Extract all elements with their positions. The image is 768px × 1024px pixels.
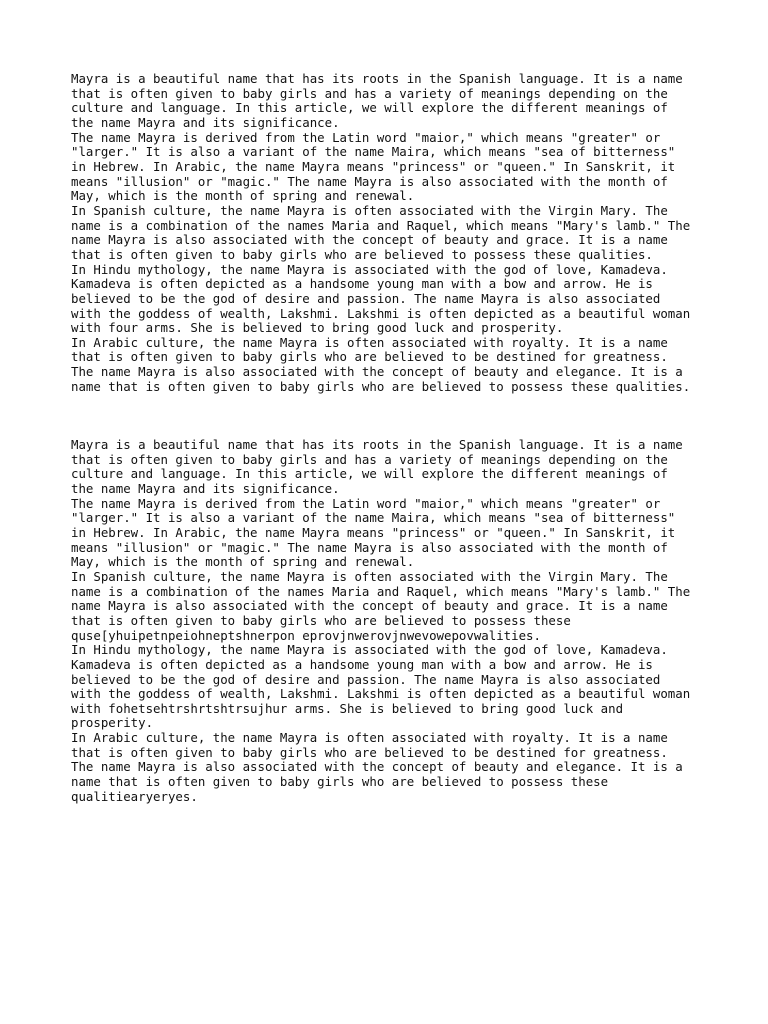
- text-line: with four arms. She is believed to bring good luck and prosperity.: [71, 320, 564, 336]
- text-line: culture and language. In this article, we will explore the different meanings of: [71, 100, 668, 116]
- text-line: name that is often given to baby girls who are believed to possess these: [71, 774, 609, 790]
- text-line: In Spanish culture, the name Mayra is often associated with the Virgin Mary. The: [71, 202, 668, 218]
- text-line: In Hindu mythology, the name Mayra is associated with the god of love, Kamadeva.: [71, 261, 668, 277]
- text-line: name that is often given to baby girls who are believed to possess these qualities.: [71, 378, 691, 394]
- text-line: means "illusion" or "magic." The name Mayra is also associated with the month of: [71, 173, 668, 189]
- text-line: Mayra is a beautiful name that has its roots in the Spanish language. It is a name: [71, 71, 683, 86]
- text-line: name is a combination of the names Maria and Raquel, which means "Mary's lamb." The: [71, 217, 691, 233]
- text-line: that is often given to baby girls who are believed to be destined for greatness.: [71, 349, 668, 365]
- text-line: that is often given to baby girls and has a variety of meanings depending on the: [71, 85, 668, 101]
- text-line: In Arabic culture, the name Mayra is often associated with royalty. It is a name: [71, 334, 668, 350]
- text-line: The name Mayra is also associated with the concept of beauty and elegance. It is a: [71, 759, 683, 775]
- text-line: prosperity.: [71, 715, 154, 731]
- text-line: with fohetsehtrshrtshtrsujhur arms. She is believed to bring good luck and: [71, 700, 624, 716]
- text-line: The name Mayra is derived from the Latin word "maior," which means "greater" or: [71, 129, 661, 145]
- text-line: the name Mayra and its significance.: [71, 480, 340, 496]
- text-line: In Hindu mythology, the name Mayra is associated with the god of love, Kamadeva.: [71, 642, 668, 658]
- text-line: with the goddess of wealth, Lakshmi. Lakshmi is often depicted as a beautiful woman: [71, 686, 691, 702]
- text-line: name Mayra is also associated with the concept of beauty and grace. It is a name: [71, 598, 668, 614]
- text-line: means "illusion" or "magic." The name Mayra is also associated with the month of: [71, 539, 668, 555]
- text-line: believed to be the god of desire and passion. The name Mayra is also associated: [71, 671, 661, 687]
- text-line: "larger." It is also a variant of the name Maira, which means "sea of bitterness": [71, 144, 676, 160]
- text-line: qualitiearyeryes.: [71, 788, 198, 804]
- text-line: in Hebrew. In Arabic, the name Mayra means "princess" or "queen." In Sanskrit, it: [71, 524, 676, 540]
- text-line: the name Mayra and its significance.: [71, 114, 340, 130]
- text-line: Kamadeva is often depicted as a handsome young man with a bow and arrow. He is: [71, 276, 653, 292]
- text-line: with the goddess of wealth, Lakshmi. Lakshmi is often depicted as a beautiful woman: [71, 305, 691, 321]
- text-line: The name Mayra is derived from the Latin word "maior," which means "greater" or: [71, 495, 661, 511]
- text-block-edited: [71, 438, 711, 804]
- text-line: Mayra is a beautiful name that has its roots in the Spanish language. It is a name: [71, 437, 683, 452]
- text-line: culture and language. In this article, we will explore the different meanings of: [71, 466, 668, 482]
- text-line: that is often given to baby girls and has a variety of meanings depending on the: [71, 451, 668, 467]
- text-line: quse[yhuipetnpeiohneptshnerpon eprovjnwerovjnwevowepovwalities.: [71, 627, 541, 643]
- text-line: that is often given to baby girls who are believed to possess these qualities.: [71, 246, 653, 262]
- text-line: in Hebrew. In Arabic, the name Mayra means "princess" or "queen." In Sanskrit, it: [71, 158, 676, 174]
- text-line: that is often given to baby girls who are believed to be destined for greatness.: [71, 744, 668, 760]
- text-line: May, which is the month of spring and renewal.: [71, 188, 415, 204]
- text-line: In Arabic culture, the name Mayra is often associated with royalty. It is a name: [71, 730, 668, 746]
- text-line: believed to be the god of desire and passion. The name Mayra is also associated: [71, 290, 661, 306]
- text-line: name Mayra is also associated with the concept of beauty and grace. It is a name: [71, 232, 668, 248]
- text-line: The name Mayra is also associated with the concept of beauty and elegance. It is a: [71, 364, 683, 380]
- text-line: "larger." It is also a variant of the name Maira, which means "sea of bitterness": [71, 510, 676, 526]
- text-line: Kamadeva is often depicted as a handsome young man with a bow and arrow. He is: [71, 656, 653, 672]
- text-line: that is often given to baby girls who are believed to possess these: [71, 612, 571, 628]
- text-line: In Spanish culture, the name Mayra is often associated with the Virgin Mary. The: [71, 568, 668, 584]
- text-line: May, which is the month of spring and renewal.: [71, 554, 415, 570]
- text-block-original: [71, 72, 711, 394]
- text-line: name is a combination of the names Maria and Raquel, which means "Mary's lamb." The: [71, 583, 691, 599]
